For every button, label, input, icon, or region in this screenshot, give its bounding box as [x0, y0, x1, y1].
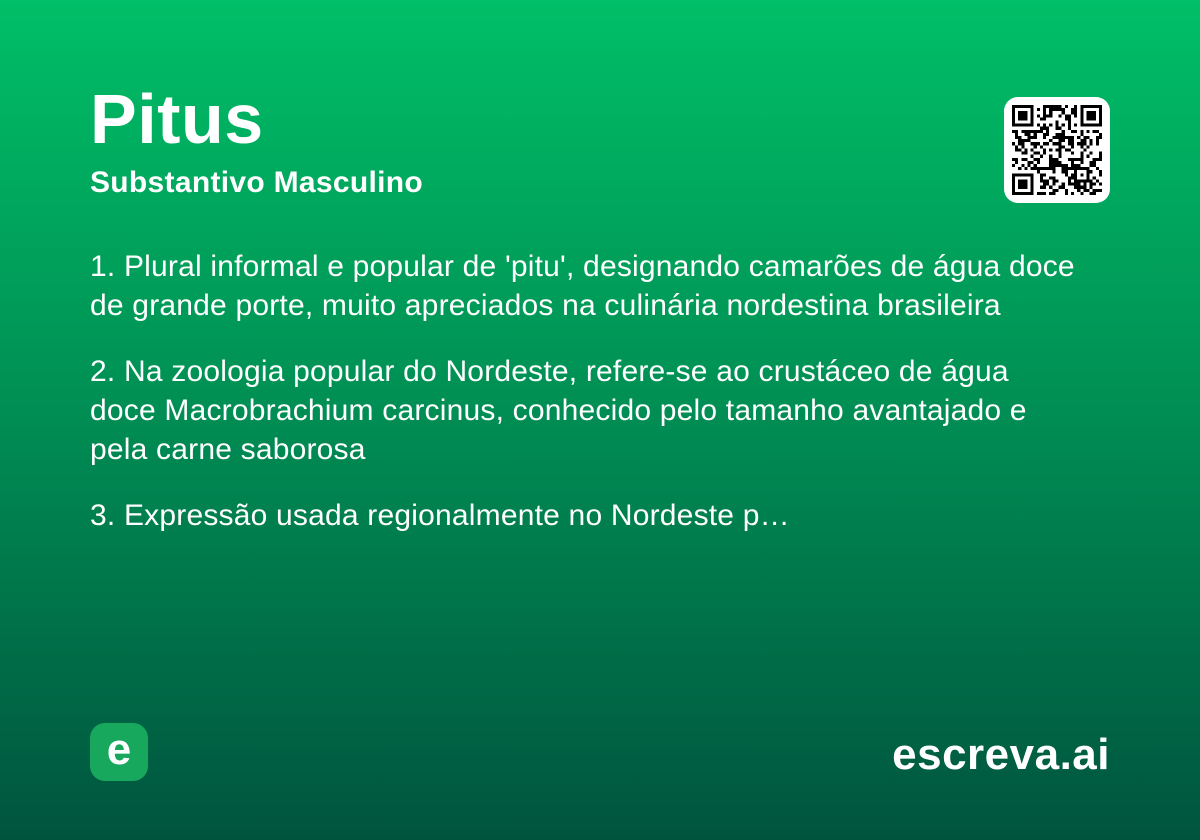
- brand-name: escreva.ai: [892, 730, 1110, 779]
- brand-logo: [90, 723, 148, 781]
- definition-item: 1. Plural informal e popular de 'pitu', designando camarões de água doce de grande porte, muito apreciados na culinária nordestina brasileira: [90, 250, 1075, 322]
- definitions-list: [90, 247, 1075, 562]
- definition-item: 3. Expressão usada regionalmente no Nordeste p…: [90, 499, 790, 532]
- word-title: Pitus: [90, 80, 264, 158]
- title-block: [90, 80, 424, 200]
- definition-item: 2. Na zoologia popular do Nordeste, refere-se ao crustáceo de água doce Macrobrachium carcinus, conhecido pelo tamanho avantajado e pela carne saborosa: [90, 355, 1027, 466]
- card-header: [90, 80, 1110, 200]
- word-class-subtitle: Substantivo Masculino: [90, 166, 424, 199]
- brand-logo-letter: e: [106, 725, 132, 774]
- qr-code-pattern: [1012, 105, 1102, 195]
- qr-code-icon: [1004, 97, 1110, 203]
